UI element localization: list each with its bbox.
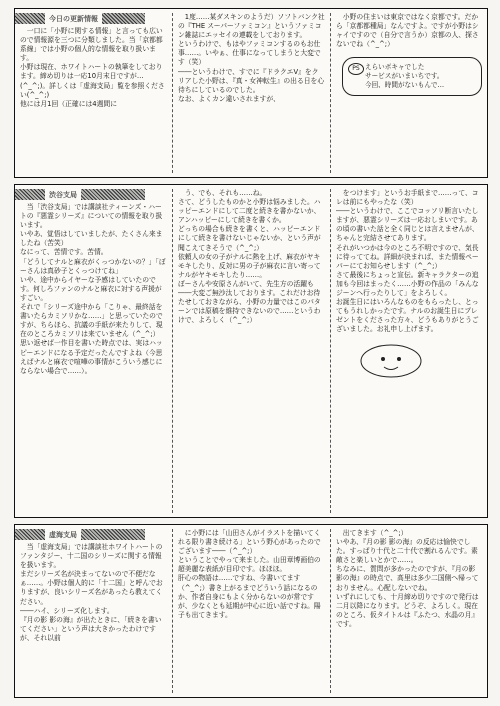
newsletter-page (14, 8, 488, 698)
section-kyokai (14, 524, 488, 698)
article-text: 当「虚海支局」では講談社ホワイトハートのファンタジー、十二国のシリーズに関する情報を扱います。 まだシリーズ名が決まってないので不便だなぁ……。小野は個人的に「十二国」と呼んでおりますが、良いシリーズ名があったら教えてください。 ――ハイ、シリーズ化します。 『月の影 影の海』が出たときに、「続きを書いてください」という声は大きかったわけですが、それ以前 (20, 543, 163, 642)
ps-text: えらいボキャでした サービスがいまいちです。 今回、時間がないもんで… (365, 63, 445, 90)
ps-badge: PS (348, 63, 364, 75)
section-kyokai-col-3 (331, 529, 488, 693)
section-kyokai-col-1 (15, 529, 173, 693)
article-text: をつけます」というお手紙まで……って、コレは前にもやったな（笑） ――というわけで、ここでコッソリ断言いたしますが、悪霊シリーズは一応おしまいです。あの頃の書いた話と全く同じとは言えませんが、ちゃんと完結させてあります。 それがいつかは今のところ不明ですので、気長に待っててね。詳細が決まれば、また情報ペーパーにてお知らせします（^_^;） さて最後にちょっと宣伝。新キャラクターの追加も今回はまったく……小野の作品の「みんなジーンへ行ったりして」をよろしく。 お誕生日にはいろんなものをもらったし、とってもうれしかったです。ナルのお誕生日にプレゼントをくださった方々、どうもありがとうございました。お礼申し上げます。 (336, 189, 479, 334)
section-kyoto-col-3 (331, 13, 488, 173)
article-text: 一口に「小野に関する情報」と言っても広いので情報源を三つに分類しました。当「京都都系線」では小野の個人的な情報を取り扱います。 小野は現在、ホワイトハートの執筆をしております。締め切りは一応10月末日ですが…(^_^;)。詳しくは「虚海支局」覧を参照ください(^_^;) 他には月1回（正確には4週間に (20, 27, 165, 108)
article-text: う、でも、それも……ね。 さて、どうしたものかと小野は悩みました。ハッピーエンドにして二度と続きを書かないか、アンハッピーにして続きを書くか。 どっちの場合も続きを書くと、ハッピーエンドにして続きを書けないじゃないか、という声が聞こえてきそうで（^_^;） 依頼人の女の子がナルに熱を上げ、麻衣がヤキモキしたり、反対に男の子が麻衣に言い寄ってナルがヤキモキしたり……。 ぼーさんや安原さんがいて、先生方の活躍も ――大変ご無沙汰しております。これだけお待たせしておきながら、小野の力量ではこのパターンでは原稿を維持できないので……というわけで、よろしく（^_^;） (178, 189, 321, 325)
section-header (15, 529, 145, 540)
section-header (15, 189, 145, 200)
section-kyoto-col-1 (15, 13, 173, 173)
section-kyokai-col-2 (173, 529, 331, 693)
section-title: 渋谷支局 (45, 189, 81, 200)
article-text: 出てきます（^_^;） いやあ、『月の影 影の海』の反応は愉快でした。すっぱり十代と二十代で割れるんです。素敵さと楽しいとかで……。 ちなみに、質問が多かったのですが、『月の影 影の海』の時点で、高里は多少二国側へ帰っておりません。心配しないでね。 いずれにしても、十月締め切りですので発行は二月以降になります。どうぞ、よろしく。現在のところ、仮タイトルは『ふたつ、水晶の月』です。 (336, 529, 479, 628)
face-doodle-icon (356, 341, 426, 381)
section-shibuya-col-1 (15, 189, 173, 513)
section-shibuya-col-2 (173, 189, 331, 513)
article-text: に小野には「山田さんがイラストを描いてくれる限り書き続ける」という野心があったのでございます――（^_^;） ということでやって来ました。山田章博画伯の超美麗な表紙が目印です。ほほほ。 肝心の物語は……ですね、今書いてます（^_^;）書き上がるまでどういう話になるのか、作者自身にもよく分からないのが常ですが、少なくとも延期が中心に近い話ですね。陽子も出てきます。 (178, 529, 321, 619)
section-shibuya-col-3 (331, 189, 488, 513)
article-text: 当「渋谷支局」では講談社ティーンズ・ハートの『悪霊シリーズ』についての情報を取り扱います。 いやあ、覚悟はしていましたが、たくさん来ましたね（苦笑） なにって、苦情です。苦情。 「どうしてナルと麻衣がくっつかないの？」「ぼーさんは真砂子とくっつけてね」 いや、途中からイヤーな予感はしていたのです。何しろファンのナルと麻衣に対する声援がすごい。 それで「シリーズ途中から「こりゃ、最終話を書いたらカミソリかな……」と思っていたのですが、ちらほら、抗議の手紙が来たりして、現在のところカミソリは来ていません（^_^;） 思い返せば一作目を書いた時点では、実はハッピーエンドになる予定だったんですよね（今思えばナルと麻衣で喧嘩の事情がこういう感じにならない場合で……）。 (20, 203, 166, 375)
section-kyoto-col-2 (173, 13, 331, 173)
section-header (15, 13, 145, 24)
article-text: 1度……某ダスキンのようだ）ソフトバンク社の『THE スーパーファミコン』というファミコン雑誌にエッセイの連載をしております。 というわけで、もはやファミコンするのもお仕事……。いやぁ、仕事になってしまうと大変です（笑） ――というわけで、すでに『ドラクエV』をクリアした小野は、『真・女神転生』の出る日を心待ちにしているのでした。 なお、よくカン違いされますが、 (178, 13, 325, 103)
ps-note (342, 57, 482, 96)
section-shibuya (14, 184, 488, 518)
section-title: 虚海支局 (45, 529, 81, 540)
article-text: 小野の住まいは東京ではなく京都です。だから「京都都種局」なんですよ。ですが小野はシャイですので（自分で言うか）京都の人、探さないでね（^_^;） (336, 13, 479, 49)
section-kyoto (14, 8, 488, 178)
section-title: 今日の更新情報 (45, 13, 102, 24)
